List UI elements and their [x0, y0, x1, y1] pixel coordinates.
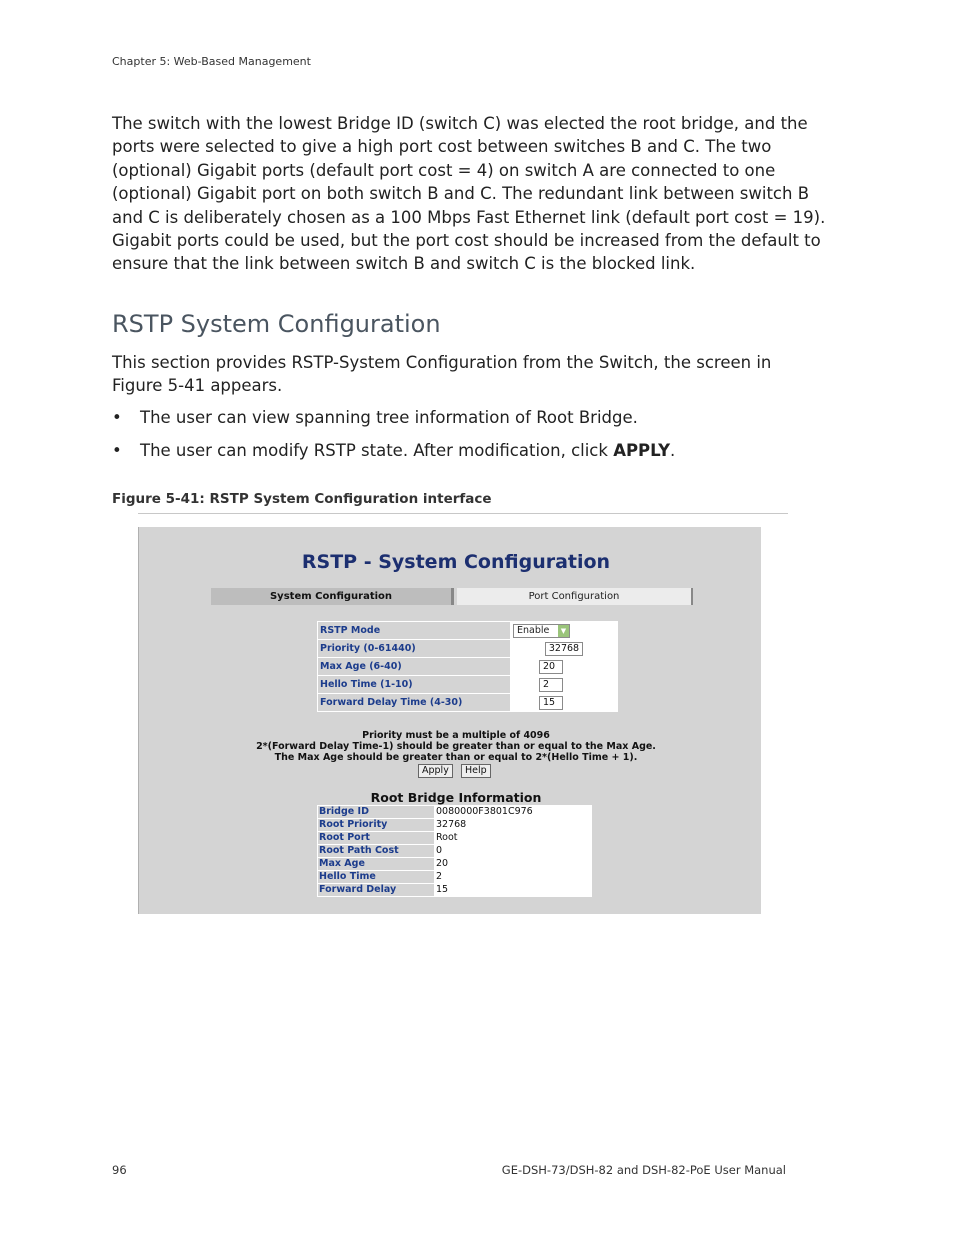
- root-priority-value: 32768: [435, 819, 592, 832]
- apply-button[interactable]: Apply: [418, 764, 453, 778]
- table-row: [318, 658, 618, 676]
- forward-delay-info-value: 15: [435, 884, 592, 897]
- tab-port-configuration[interactable]: Port Configuration: [457, 588, 693, 605]
- intro-line: (optional) Gigabit port on both switch B and C. The redundant link between switch B: [112, 184, 810, 204]
- root-priority-label: Root Priority: [318, 819, 435, 832]
- bullet-icon: •: [112, 441, 122, 460]
- bullet-item-modify: [112, 441, 675, 460]
- root-path-cost-label: Root Path Cost: [318, 845, 435, 858]
- bullet-text: The user can modify RSTP state. After modification, click: [140, 441, 614, 460]
- table-row: [318, 884, 592, 897]
- rstp-mode-select[interactable]: [513, 624, 570, 638]
- config-table: [317, 621, 618, 712]
- forward-delay-input[interactable]: 15: [539, 696, 563, 710]
- table-row: [318, 676, 618, 694]
- chevron-down-icon: ▼: [558, 625, 569, 637]
- max-age-info-value: 20: [435, 858, 592, 871]
- apply-keyword: APPLY: [613, 441, 671, 460]
- chapter-header: Chapter 5: Web-Based Management: [112, 55, 311, 68]
- para-line: This section provides RSTP-System Configuration from the Switch, the screen in: [112, 353, 772, 372]
- note-priority: Priority must be a multiple of 4096: [362, 730, 550, 741]
- note-max-age: The Max Age should be greater than or equal to 2*(Hello Time + 1).: [274, 752, 638, 763]
- forward-delay-label: Forward Delay Time (4-30): [318, 694, 511, 712]
- priority-cell: [511, 640, 618, 658]
- rstp-screenshot-panel: [138, 527, 761, 914]
- intro-line: The switch with the lowest Bridge ID (switch C) was elected the root bridge, and the: [112, 114, 808, 133]
- table-row: [318, 694, 618, 712]
- bullet-item-view: [112, 408, 638, 427]
- table-row: [318, 622, 618, 640]
- bullet-end: .: [670, 441, 676, 460]
- caption-divider: [138, 513, 788, 514]
- root-bridge-title: Root Bridge Information: [370, 790, 542, 805]
- table-row: [318, 640, 618, 658]
- bullet-icon: •: [112, 408, 122, 427]
- root-port-value: Root: [435, 832, 592, 845]
- table-row: [318, 819, 592, 832]
- forward-delay-cell: [511, 694, 618, 712]
- note-forward-delay: 2*(Forward Delay Time-1) should be greater than or equal to the Max Age.: [256, 741, 656, 752]
- figure-caption: Figure 5-41: RSTP System Configuration interface: [112, 491, 492, 507]
- intro-line: (optional) Gigabit ports (default port cost = 4) on switch A are connected to one: [112, 160, 776, 180]
- bridge-id-value: 0080000F3801C976: [435, 806, 592, 819]
- hello-time-info-label: Hello Time: [318, 871, 435, 884]
- max-age-info-label: Max Age: [318, 858, 435, 871]
- section-paragraph: [112, 351, 771, 398]
- hello-time-label: Hello Time (1-10): [318, 676, 511, 694]
- table-row: [318, 845, 592, 858]
- table-row: [318, 832, 592, 845]
- intro-paragraph: [112, 112, 826, 276]
- max-age-input[interactable]: 20: [539, 660, 563, 674]
- root-path-cost-value: 0: [435, 845, 592, 858]
- intro-line: Gigabit ports could be used, but the port cost should be increased from the default to: [112, 231, 821, 251]
- tab-system-configuration[interactable]: System Configuration: [211, 588, 454, 605]
- max-age-cell: [511, 658, 618, 676]
- forward-delay-info-label: Forward Delay: [318, 884, 435, 897]
- rstp-mode-cell: [511, 622, 618, 640]
- priority-label: Priority (0-61440): [318, 640, 511, 658]
- intro-line: ports were selected to give a high port cost between switches B and C. The two: [112, 137, 772, 157]
- manual-title: GE-DSH-73/DSH-82 and DSH-82-PoE User Manual: [501, 1163, 786, 1177]
- table-row: [318, 858, 592, 871]
- intro-line: ensure that the link between switch B and switch C is the blocked link.: [112, 254, 696, 274]
- rstp-mode-value: Enable: [517, 624, 550, 636]
- hello-time-input[interactable]: 2: [539, 678, 563, 692]
- table-row: [318, 871, 592, 884]
- rstp-mode-label: RSTP Mode: [318, 622, 511, 640]
- intro-line: and C is deliberately chosen as a 100 Mbps Fast Ethernet link (default port cost = 19).: [112, 207, 826, 227]
- hello-time-cell: [511, 676, 618, 694]
- table-row: [318, 806, 592, 819]
- root-bridge-table: [317, 805, 592, 897]
- section-heading: RSTP System Configuration: [112, 310, 441, 338]
- bullet-text: The user can view spanning tree information of Root Bridge.: [140, 408, 638, 427]
- page-number: 96: [112, 1163, 127, 1177]
- screen-title: RSTP - System Configuration: [301, 551, 611, 573]
- hello-time-info-value: 2: [435, 871, 592, 884]
- priority-input[interactable]: 32768: [545, 642, 583, 656]
- root-port-label: Root Port: [318, 832, 435, 845]
- help-button[interactable]: Help: [461, 764, 491, 778]
- bridge-id-label: Bridge ID: [318, 806, 435, 819]
- para-line: Figure 5-41 appears.: [112, 376, 283, 396]
- max-age-label: Max Age (6-40): [318, 658, 511, 676]
